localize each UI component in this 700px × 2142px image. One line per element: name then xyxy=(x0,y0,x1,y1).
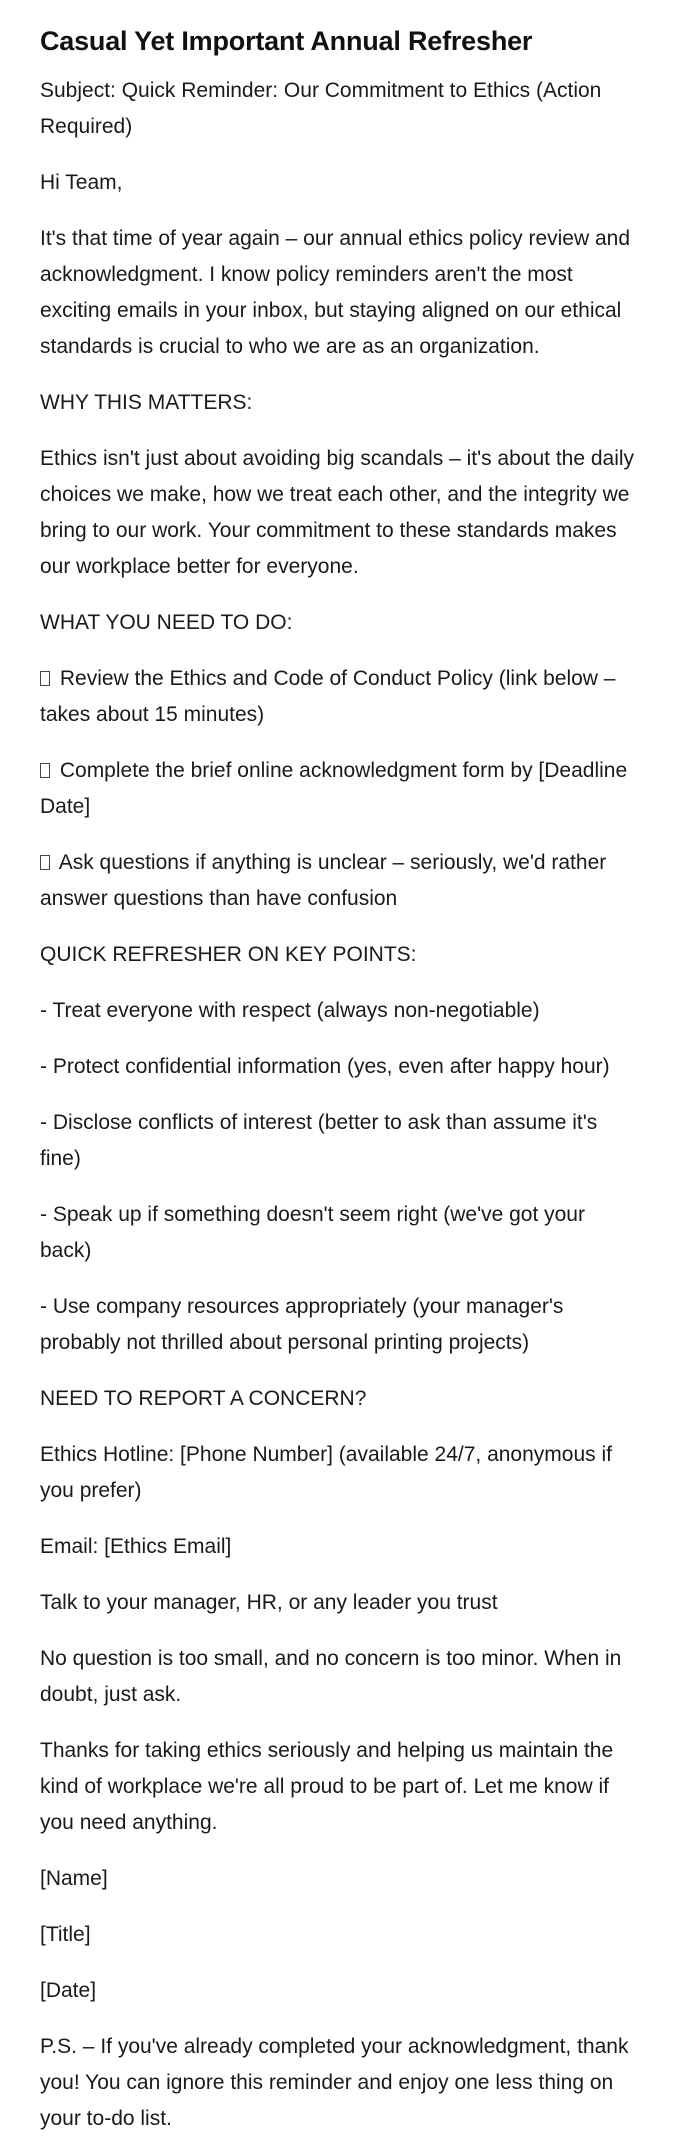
intro-paragraph: It's that time of year again – our annual ethics policy review and acknowledgment. I know policy reminders aren't the most exciting emails in your inbox, but staying aligned on our ethical standards is crucial to who we are as an organization. xyxy=(40,227,630,358)
no-question-paragraph: No question is too small, and no concern is too minor. When in doubt, just ask. xyxy=(40,1647,622,1706)
hotline-line: Ethics Hotline: [Phone Number] (available 24/7, anonymous if you prefer) xyxy=(40,1443,612,1502)
greeting: Hi Team, xyxy=(40,171,123,194)
checkbox-icon xyxy=(40,855,50,870)
postscript: P.S. – If you've already completed your acknowledgment, thank you! You can ignore this reminder and enjoy one less thing on your to-do list. xyxy=(40,2035,629,2130)
todo-item xyxy=(40,753,642,825)
signature-title: [Title] xyxy=(40,1923,91,1946)
refresher-heading: QUICK REFRESHER ON KEY POINTS: xyxy=(40,943,417,966)
todo-item xyxy=(40,661,642,733)
checkbox-icon xyxy=(40,671,50,686)
checkbox-icon xyxy=(40,763,50,778)
thanks-paragraph: Thanks for taking ethics seriously and helping us maintain the kind of workplace we're all proud to be part of. Let me know if you need anything. xyxy=(40,1739,614,1834)
todo-item-text: Ask questions if anything is unclear – seriously, we'd rather answer questions than have confusion xyxy=(40,851,607,910)
refresher-item: - Disclose conflicts of interest (better to ask than assume it's fine) xyxy=(40,1111,598,1170)
refresher-item: - Speak up if something doesn't seem right (we've got your back) xyxy=(40,1203,585,1262)
refresher-item: - Use company resources appropriately (your manager's probably not thrilled about personal printing projects) xyxy=(40,1295,564,1354)
todo-item-text: Review the Ethics and Code of Conduct Policy (link below – takes about 15 minutes) xyxy=(40,667,616,726)
signature-name: [Name] xyxy=(40,1867,108,1890)
document-title: Casual Yet Important Annual Refresher xyxy=(40,26,533,56)
todo-item-text: Complete the brief online acknowledgment form by [Deadline Date] xyxy=(40,759,628,818)
why-heading: WHY THIS MATTERS: xyxy=(40,391,253,414)
email-subject: Subject: Quick Reminder: Our Commitment to Ethics (Action Required) xyxy=(40,79,602,138)
refresher-item: - Treat everyone with respect (always non-negotiable) xyxy=(40,999,540,1022)
todo-heading: WHAT YOU NEED TO DO: xyxy=(40,611,293,634)
report-heading: NEED TO REPORT A CONCERN? xyxy=(40,1387,367,1410)
email-line: Email: [Ethics Email] xyxy=(40,1535,232,1558)
why-paragraph: Ethics isn't just about avoiding big scandals – it's about the daily choices we make, how we treat each other, and the integrity we bring to our work. Your commitment to these standards makes our workplace better for everyone. xyxy=(40,447,635,578)
talk-line: Talk to your manager, HR, or any leader you trust xyxy=(40,1591,498,1614)
todo-item xyxy=(40,845,642,917)
signature-date: [Date] xyxy=(40,1979,97,2002)
refresher-item: - Protect confidential information (yes, even after happy hour) xyxy=(40,1055,610,1078)
